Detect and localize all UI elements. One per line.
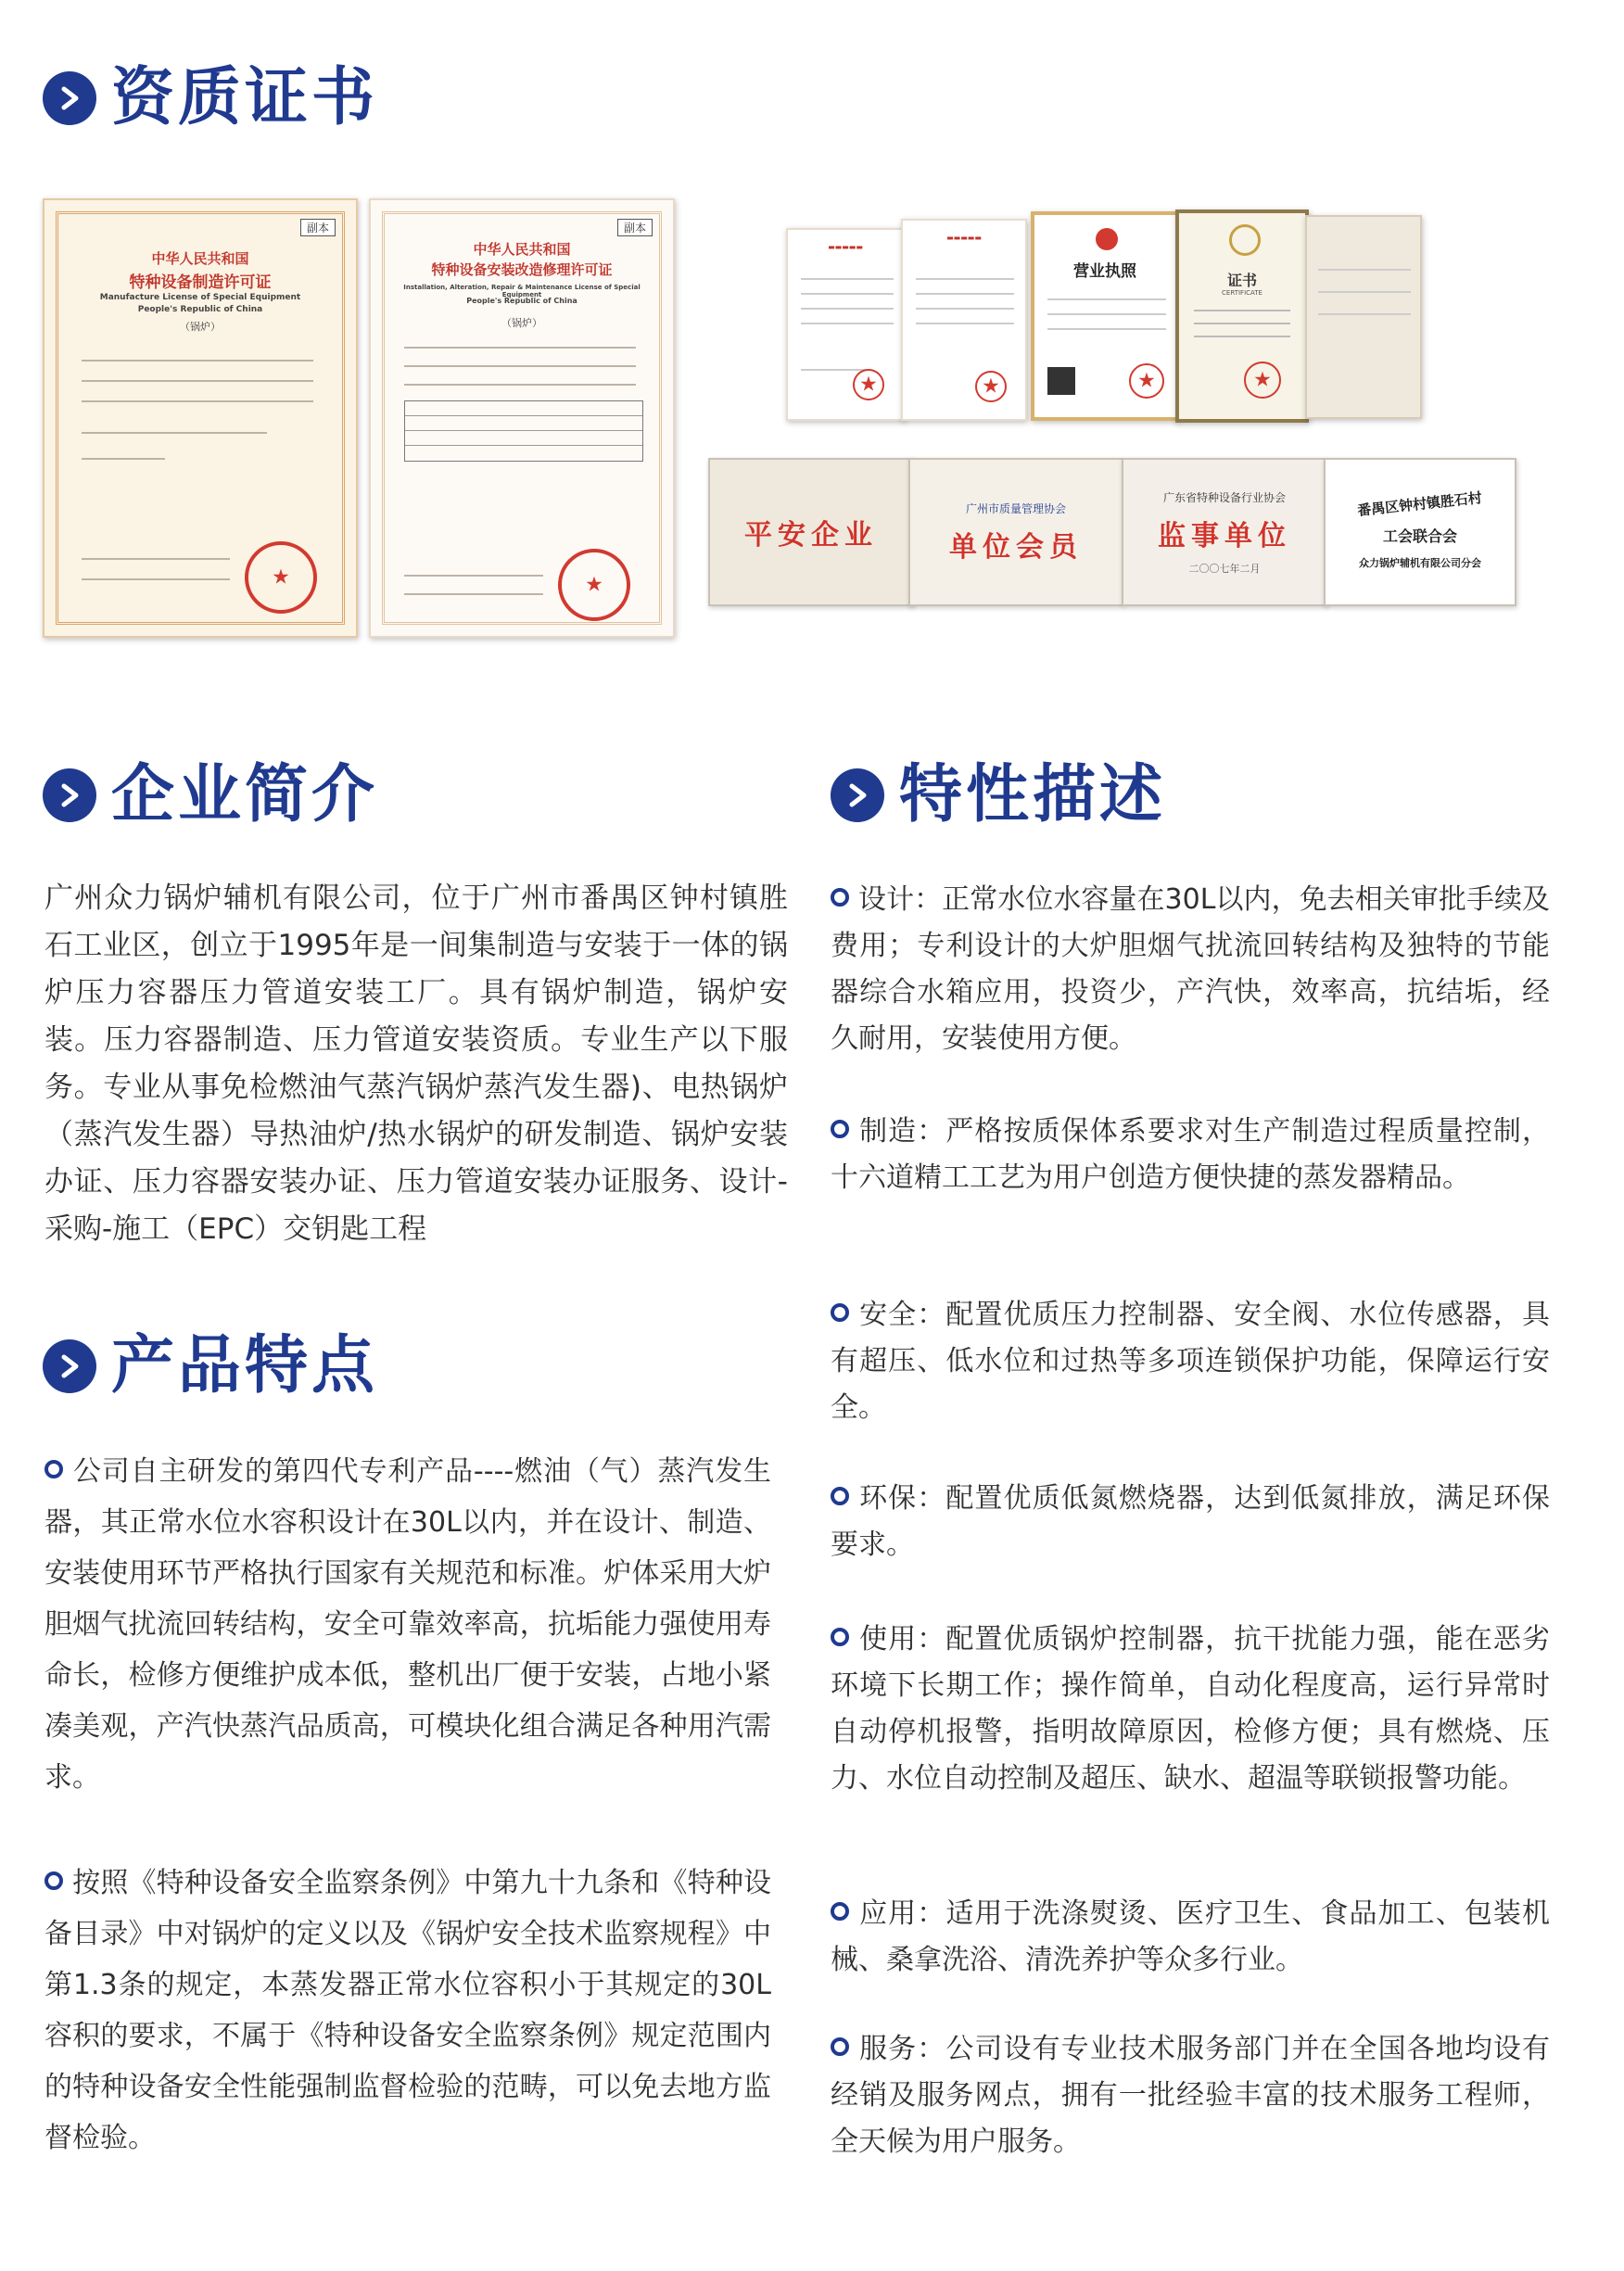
license-title: 营业执照 bbox=[1073, 262, 1136, 281]
feature-item-text: 使用：配置优质锅炉控制器，抗干扰能力强，能在恶劣环境下长期工作；操作简单，自动化程度高，运行异常时自动停机报警，指明故障原因，检修方便；具有燃烧、压力、水位自动控制及超压、缺水、超温等联锁报警功能。 bbox=[831, 1623, 1550, 1795]
cert-title-line1: 中华人民共和国 bbox=[473, 241, 571, 258]
certificate-title: 证书 bbox=[1226, 272, 1257, 289]
cert-en-line1: Installation, Alteration, Repair & Maintenance License of Special Equipment bbox=[403, 284, 641, 298]
feature-item bbox=[831, 1292, 1550, 1431]
license-table bbox=[404, 400, 643, 462]
circle-bullet-icon bbox=[831, 1487, 849, 1505]
circle-bullet-icon bbox=[831, 1902, 849, 1921]
qr-code-icon bbox=[1047, 367, 1075, 395]
red-seal-icon bbox=[558, 549, 630, 621]
certificate-doc-image: ▬▬▬▬▬ ★ bbox=[901, 219, 1027, 421]
plaque-org: 广州市质量管理协会 bbox=[965, 501, 1066, 515]
section-title: 企业简介 bbox=[111, 758, 379, 831]
circle-bullet-icon bbox=[44, 1460, 63, 1478]
feature-item bbox=[831, 877, 1550, 1062]
arrow-circle-icon bbox=[831, 768, 884, 822]
circle-bullet-icon bbox=[831, 1628, 849, 1646]
red-seal-icon bbox=[853, 369, 884, 400]
feature-item bbox=[831, 2026, 1550, 2165]
plaque-safe-enterprise-image bbox=[708, 458, 914, 606]
arrow-circle-icon bbox=[43, 1339, 96, 1393]
arrow-circle-icon bbox=[43, 71, 96, 125]
feature-item bbox=[831, 1617, 1550, 1802]
manufacture-license-image bbox=[43, 198, 358, 638]
cert-en-line2: People's Republic of China bbox=[137, 305, 263, 314]
feature-item bbox=[831, 1109, 1550, 1201]
installation-license-image bbox=[369, 198, 675, 638]
cert-title-line1: 中华人民共和国 bbox=[151, 250, 249, 267]
feature-item-text: 服务：公司设有专业技术服务部门并在全国各地均设有经销及服务网点，拥有一批经验丰富的技术服务工程师，全天候为用户服务。 bbox=[831, 2033, 1550, 2158]
circle-bullet-icon bbox=[831, 888, 849, 907]
plaque-union-image bbox=[1324, 458, 1516, 606]
feature-item bbox=[831, 1476, 1550, 1568]
plaque-line1: 番禺区钟村镇胜石村 bbox=[1356, 488, 1484, 520]
business-license-image bbox=[1031, 211, 1179, 421]
copy-tag: 副本 bbox=[300, 219, 336, 236]
section-heading-qualification bbox=[43, 61, 379, 134]
section-title: 产品特点 bbox=[111, 1329, 379, 1402]
plaque-text: 单位会员 bbox=[949, 530, 1083, 564]
feature-item bbox=[831, 1891, 1550, 1984]
certificate-doc-image: ▬▬▬▬▬ ★ bbox=[786, 228, 905, 421]
feature-item-text: 安全：配置优质压力控制器、安全阀、水位传感器，具有超压、低水位和过热等多项连锁保护功能，保障运行安全。 bbox=[831, 1299, 1550, 1424]
intro-paragraph: 广州众力锅炉辅机有限公司，位于广州市番禺区钟村镇胜石工业区，创立于1995年是一间集制造与安装于一体的锅炉压力容器压力管道安装工厂。具有锅炉制造，锅炉安装。压力容器制造、压力管道安装资质。专业生产以下服务。专业从事免检燃油气蒸汽锅炉蒸汽发生器)、电热锅炉（蒸汽发生器）导热油炉/热水锅炉的研发制造、锅炉安装办证、压力容器安装办证、压力管道安装办证服务、设计-采购-施工（EPC）交钥匙工程 bbox=[44, 882, 788, 1246]
plaque-line2: 工会联合会 bbox=[1382, 527, 1457, 545]
red-seal-icon bbox=[1129, 363, 1164, 399]
cert-type: （锅炉） bbox=[180, 321, 221, 333]
certificate-en: CERTIFICATE bbox=[1222, 289, 1262, 297]
circle-bullet-icon bbox=[44, 1871, 63, 1890]
cert-en-line1: Manufacture License of Special Equipment bbox=[99, 293, 301, 302]
plaque-text: 监事单位 bbox=[1158, 519, 1291, 552]
product-item bbox=[44, 1446, 771, 1803]
plaque-date: 二〇〇七年二月 bbox=[1188, 562, 1261, 575]
section-heading-intro bbox=[43, 758, 379, 831]
plaque-member-image bbox=[908, 458, 1123, 606]
cert-title-line2: 特种设备制造许可证 bbox=[129, 273, 272, 292]
section-title: 资质证书 bbox=[111, 61, 379, 134]
circle-bullet-icon bbox=[831, 1120, 849, 1138]
red-seal-icon bbox=[1244, 362, 1281, 399]
circle-bullet-icon bbox=[831, 1303, 849, 1322]
product-item-text: 按照《特种设备安全监察条例》中第九十九条和《特种设备目录》中对锅炉的定义以及《锅炉安全技术监察规程》中第1.3条的规定，本蒸发器正常水位容积小于其规定的30L容积的要求，不属于《特种设备安全监察条例》规定范围内的特种设备安全性能强制监督检验的范畴，可以免去地方监督检验。 bbox=[44, 1867, 771, 2154]
section-title: 特性描述 bbox=[899, 758, 1167, 831]
product-item bbox=[44, 1858, 771, 2163]
feature-item-text: 设计：正常水位水容量在30L以内，免去相关审批手续及费用；专利设计的大炉胆烟气扰流回转结构及独特的节能器综合水箱应用，投资少，产汽快，效率高，抗结垢，经久耐用，安装使用方便。 bbox=[831, 883, 1550, 1055]
feature-item-text: 环保：配置优质低氮燃烧器，达到低氮排放，满足环保要求。 bbox=[831, 1482, 1550, 1561]
plaque-supervisor-image bbox=[1122, 458, 1327, 606]
feature-item-text: 制造：严格按质保体系要求对生产制造过程质量控制，十六道精工工艺为用户创造方便快捷的蒸发器精品。 bbox=[831, 1115, 1550, 1194]
red-seal-icon bbox=[245, 541, 317, 614]
plaque-text: 平安企业 bbox=[744, 519, 878, 552]
feature-item-text: 应用：适用于洗涤熨烫、医疗卫生、食品加工、包装机械、桑拿洗浴、清洗养护等众多行业。 bbox=[831, 1897, 1550, 1976]
section-heading-features bbox=[831, 758, 1167, 831]
cert-type: （锅炉） bbox=[501, 317, 542, 329]
plaque-org: 广东省特种设备行业协会 bbox=[1162, 490, 1286, 504]
plaque-line3: 众力锅炉辅机有限公司分会 bbox=[1359, 557, 1481, 569]
copy-tag: 副本 bbox=[617, 219, 653, 236]
certificate-award-image bbox=[1175, 209, 1309, 423]
product-item-text: 公司自主研发的第四代专利产品----燃油（气）蒸汽发生器，其正常水位水容积设计在30L以内，并在设计、制造、安装使用环节严格执行国家有关规范和标准。炉体采用大炉胆烟气扰流回转结构，安全可靠效率高，抗垢能力强使用寿命长，检修方便维护成本低，整机出厂便于安装，占地小紧凑美观，产汽快蒸汽品质高，可模块化组合满足各种用汽需求。 bbox=[44, 1455, 771, 1794]
circle-bullet-icon bbox=[831, 2037, 849, 2056]
certificate-doc-image bbox=[1305, 215, 1422, 419]
arrow-circle-icon bbox=[43, 768, 96, 822]
cert-en-line2: People's Republic of China bbox=[466, 297, 577, 305]
cert-title-line2: 特种设备安装改造修理许可证 bbox=[431, 261, 613, 278]
red-seal-icon bbox=[975, 371, 1007, 402]
section-heading-product bbox=[43, 1329, 379, 1402]
